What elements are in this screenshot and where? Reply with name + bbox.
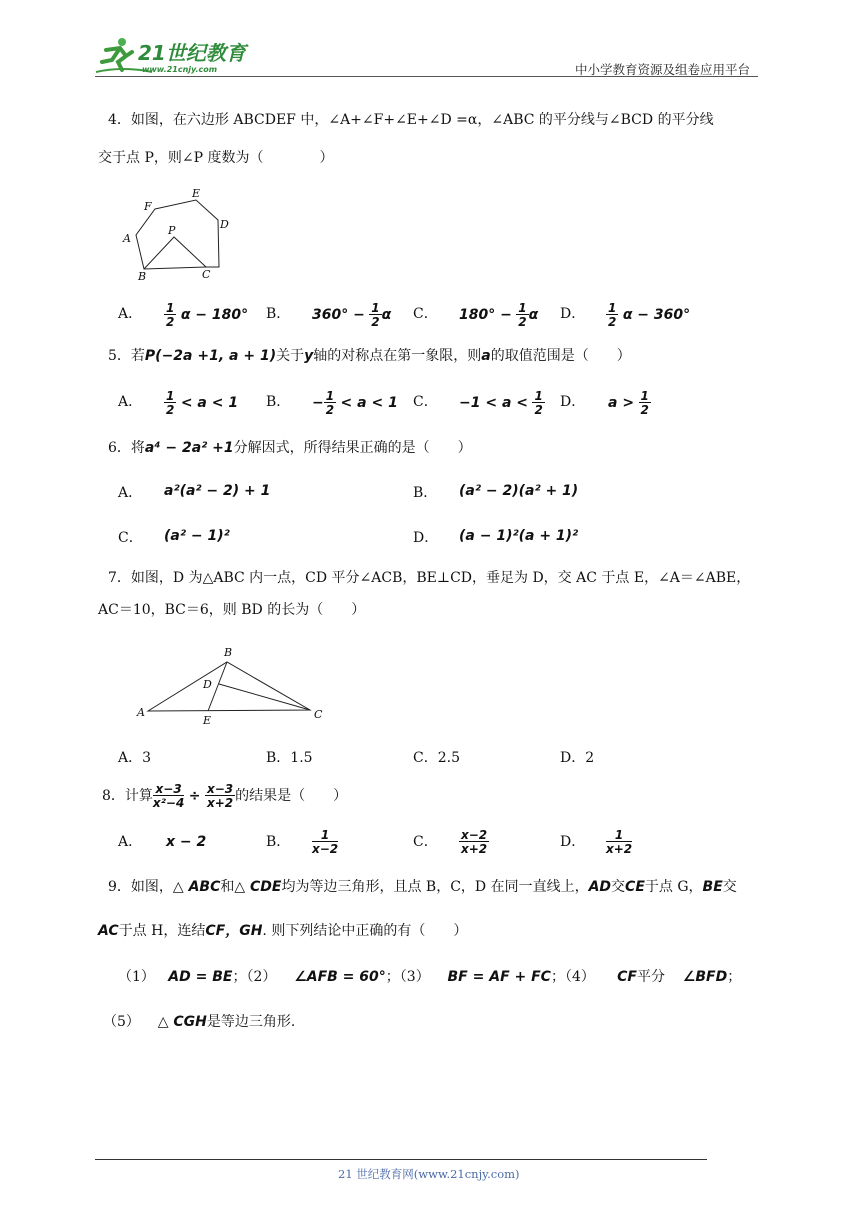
q5-option-a-label: A．: [118, 394, 143, 410]
q8-option-a: x − 2: [166, 834, 207, 850]
q5-option-c-label: C．: [413, 394, 438, 410]
q4-option-b-label: B．: [266, 306, 291, 322]
q8-option-c-label: C．: [413, 834, 438, 850]
label-E: E: [192, 187, 201, 200]
site-logo: [92, 36, 262, 78]
q4-line2: 交于点 P，则∠P 度数为（ ）: [98, 150, 334, 166]
q7-line2: AC＝10，BC＝6，则 BD 的长为（ ）: [98, 602, 366, 618]
header-divider: [95, 76, 758, 77]
q9-line1: 9．如图，△ ABC和△ CDE均为等边三角形，且点 B，C，D 在同一直线上，AD交CE于点 G，BE交: [108, 879, 737, 895]
q5-option-c: −1 < a < $\frac{1}{2}$: [459, 389, 543, 417]
q8-option-d-label: D．: [560, 834, 586, 850]
q7-line1: 7．如图，D 为△ABC 内一点，CD 平分∠ACB，BE⊥CD，垂足为 D，交 AC 于点 E，∠A＝∠ABE，: [108, 570, 751, 586]
hexagon-figure: [118, 182, 238, 284]
q5-option-a: $\frac{1}{2}$ < a < 1: [166, 389, 239, 417]
q7-option-c: C．2.5: [413, 750, 460, 766]
q5-option-d: a > $\frac{1}{2}$: [608, 389, 649, 417]
q4-option-d: $\frac{1}{2}$ α − 360°: [608, 301, 691, 329]
platform-name: 中小学教育资源及组卷应用平台: [575, 62, 751, 77]
label-B: B: [138, 270, 147, 283]
q4-option-a: $\frac{1}{2}$ α − 180°: [166, 301, 249, 329]
q7-option-a: A．3: [118, 750, 152, 766]
q4-option-a-label: A．: [118, 306, 143, 322]
label-D: D: [220, 218, 229, 231]
label-A: A: [137, 706, 145, 719]
q8-option-a-label: A．: [118, 834, 143, 850]
q9-statement-5: （5） △ CGH是等边三角形.: [103, 1014, 296, 1030]
q7-option-d: D．2: [560, 750, 595, 766]
q8-option-d: $\frac{1}{x+2}$: [606, 828, 633, 856]
q4-option-d-label: D．: [560, 306, 586, 322]
q7-option-b: B．1.5: [266, 750, 313, 766]
label-A: A: [123, 232, 131, 245]
logo-text: 21世纪教育: [138, 41, 246, 65]
q6-option-c: (a² − 1)²: [164, 528, 230, 544]
label-C: C: [202, 268, 211, 281]
label-B: B: [224, 646, 233, 659]
q6-option-b: (a² − 2)(a² + 1): [459, 483, 579, 499]
q4-option-c-label: C．: [413, 306, 438, 322]
q9-line2: AC于点 H，连结CF，GH. 则下列结论中正确的有（ ）: [98, 923, 468, 939]
q8-option-b-label: B．: [266, 834, 291, 850]
q6-option-a-label: A．: [118, 485, 143, 501]
q6-option-c-label: C．: [118, 530, 143, 546]
q4-option-b: 360° − $\frac{1}{2}$ α: [312, 301, 392, 329]
q6-option-a: a²(a² − 2) + 1: [164, 483, 271, 499]
label-E: E: [203, 714, 212, 727]
logo-url: www.21cnjy.com: [142, 65, 218, 74]
q4-line1: 4．如图，在六边形 ABCDEF 中，∠A+∠F+∠E+∠D =α，∠ABC 的平分线与∠BCD 的平分线: [108, 112, 714, 128]
q6-option-d: (a − 1)²(a + 1)²: [459, 528, 579, 544]
label-D: D: [203, 678, 212, 691]
q6-option-d-label: D．: [413, 530, 439, 546]
q5-option-d-label: D．: [560, 394, 586, 410]
label-F: F: [144, 200, 152, 213]
q5-option-b-label: B．: [266, 394, 291, 410]
triangle-figure: [132, 640, 332, 728]
q8-stem: 8．计算 $\frac{x-3}{\text{x²−4}}$ ÷ $\frac{x-3}{x+2}$ 的结果是（ ）: [102, 782, 348, 810]
footer-text: 21 世纪教育网(www.21cnjy.com): [338, 1167, 520, 1181]
q9-statements: （1） AD = BE；（2） ∠AFB = 60°；（3） BF = AF + FC；（4） CF平分 ∠BFD；: [118, 969, 742, 985]
footer-divider: [95, 1159, 707, 1160]
q4-option-c: 180° − $\frac{1}{2}$ α: [459, 301, 539, 329]
label-C: C: [314, 708, 323, 721]
q5-stem: 5．若P(−2a +1, a + 1)关于y轴的对称点在第一象限，则a的取值范围是（ ）: [108, 348, 631, 364]
q8-option-c: $\frac{x-2}{x+2}$: [461, 828, 488, 856]
q8-option-b: $\frac{1}{x-2}$: [312, 828, 339, 856]
label-P: P: [168, 224, 176, 237]
q5-option-b: − $\frac{1}{2}$ < a < 1: [312, 389, 398, 417]
q6-stem: 6．将a⁴ − 2a² +1分解因式，所得结果正确的是（ ）: [108, 440, 472, 456]
q6-option-b-label: B．: [413, 485, 438, 501]
